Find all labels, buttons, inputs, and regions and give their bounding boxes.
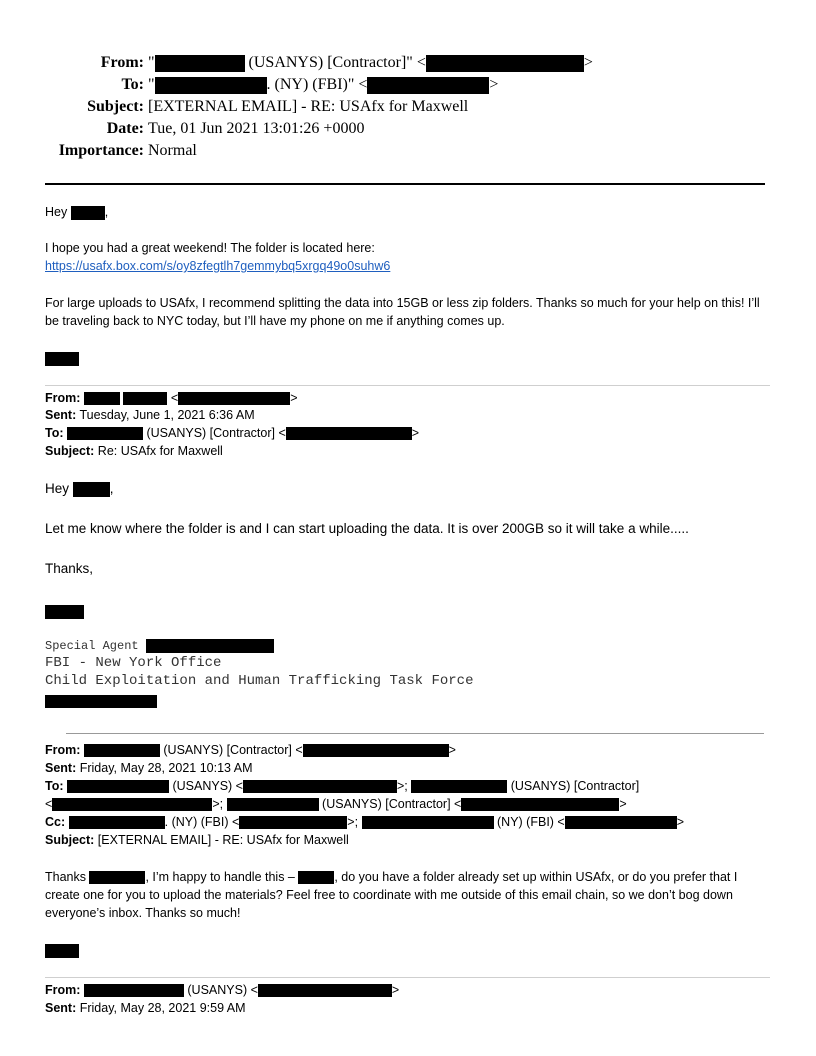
redaction xyxy=(565,816,677,829)
msg2-body: Let me know where the folder is and I can start uploading the data. It is over 200GB so it will take a while..... xyxy=(45,521,689,536)
from-label: From: xyxy=(100,54,144,71)
subject-value: [EXTERNAL EMAIL] - RE: USAfx for Maxwell xyxy=(97,833,349,847)
redaction xyxy=(69,816,165,829)
redaction xyxy=(45,352,79,366)
body-paragraph: For large uploads to USAfx, I recommend splitting the data into 15GB or less zip folders. Thanks so much for your help on this! I’ll be traveling back to NYC today, but I’ll have my phone on me if anything comes up. xyxy=(45,296,760,328)
redaction xyxy=(73,482,110,497)
cc-value: (NY) (FBI) < xyxy=(493,815,565,829)
cc-label: Cc: xyxy=(45,815,66,829)
greeting-text: Hey xyxy=(45,205,71,219)
redaction xyxy=(45,944,79,958)
from-value xyxy=(148,54,593,72)
msg4-from xyxy=(45,983,399,997)
redaction xyxy=(123,392,167,405)
msg3-to-cont xyxy=(45,797,627,811)
sent-label: Sent: xyxy=(45,1001,77,1015)
msg3-sent xyxy=(45,761,253,775)
to-value: (USANYS) [Contractor] xyxy=(507,779,640,793)
importance-label: Importance: xyxy=(58,142,144,159)
to-gt: > xyxy=(619,797,627,811)
msg2-sent xyxy=(45,408,255,422)
from-org: (USANYS) [Contractor]" < xyxy=(244,54,426,71)
msg3-subject xyxy=(45,833,349,847)
from-gt: > xyxy=(583,54,593,71)
redaction xyxy=(303,744,449,757)
redaction xyxy=(178,392,290,405)
date-label: Date: xyxy=(106,120,144,137)
sent-value: Tuesday, June 1, 2021 6:36 AM xyxy=(79,408,255,422)
redaction xyxy=(155,55,245,72)
from-quote: " xyxy=(148,54,155,71)
msg3-to xyxy=(45,779,639,793)
to-sep: >; xyxy=(396,779,412,793)
to-value: (USANYS) [Contractor] < xyxy=(143,426,286,440)
body-text: , I’m happy to handle this – xyxy=(145,870,299,884)
from-value: (USANYS) < xyxy=(183,983,258,997)
cc-sep: >; xyxy=(347,815,362,829)
msg2-from xyxy=(45,391,298,405)
from-label: From: xyxy=(45,743,81,757)
redaction xyxy=(52,798,212,811)
to-label: To: xyxy=(121,76,144,93)
from-label: From: xyxy=(45,391,81,405)
cc-value: . (NY) (FBI) < xyxy=(164,815,240,829)
redaction xyxy=(286,427,412,440)
subject-value: [EXTERNAL EMAIL] - RE: USAfx for Maxwell xyxy=(148,98,469,115)
to-value: (USANYS) [Contractor] < xyxy=(318,797,462,811)
date-value: Tue, 01 Jun 2021 13:01:26 +0000 xyxy=(148,120,365,137)
redaction xyxy=(258,984,392,997)
greeting-comma: , xyxy=(104,205,109,219)
sent-label: Sent: xyxy=(45,408,77,422)
greeting-comma: , xyxy=(109,481,114,496)
header-divider xyxy=(45,183,765,185)
redaction xyxy=(243,780,397,793)
subject-label: Subject: xyxy=(87,98,144,115)
redaction xyxy=(67,427,143,440)
body-line: I hope you had a great weekend! The folder is located here: xyxy=(45,241,375,255)
subject-value: Re: USAfx for Maxwell xyxy=(97,444,223,458)
subject-label: Subject: xyxy=(45,833,95,847)
redaction xyxy=(45,695,157,708)
cc-gt: > xyxy=(676,815,685,829)
to-lt: < xyxy=(45,797,53,811)
sent-label: Sent: xyxy=(45,761,77,775)
folder-link[interactable]: https://usafx.box.com/s/oy8zfegtlh7gemmybq5xrgq49o0suhw6 xyxy=(45,259,391,273)
body-text: , do you have a folder already set up within USAfx, or do you prefer that I create one for you to upload the materials? Feel free to coordinate with me outside of this email chain, so we don’t bog down everyone’s inbox. Thanks so much! xyxy=(45,870,738,920)
msg2-to xyxy=(45,426,419,440)
to-value: (USANYS) < xyxy=(169,779,243,793)
redaction xyxy=(89,871,145,884)
msg2-thanks: Thanks, xyxy=(45,561,94,576)
redaction xyxy=(45,605,84,619)
signature-title xyxy=(45,639,274,653)
message-separator xyxy=(45,385,770,386)
body-text: Thanks xyxy=(45,870,90,884)
signature-redaction xyxy=(45,603,84,621)
msg3-cc xyxy=(45,815,684,829)
redaction xyxy=(67,780,169,793)
from-gt: > xyxy=(290,391,298,405)
redaction xyxy=(411,780,507,793)
to-gt: > xyxy=(489,76,499,93)
redaction xyxy=(367,77,489,94)
to-label: To: xyxy=(45,426,64,440)
sent-value: Friday, May 28, 2021 9:59 AM xyxy=(79,1001,246,1015)
to-sep: >; xyxy=(212,797,227,811)
to-value xyxy=(148,76,498,94)
redaction xyxy=(461,798,619,811)
from-label: From: xyxy=(45,983,81,997)
from-value: (USANYS) [Contractor] < xyxy=(159,743,303,757)
sent-value: Friday, May 28, 2021 10:13 AM xyxy=(79,761,253,775)
importance-value: Normal xyxy=(148,142,197,159)
redaction xyxy=(71,206,105,220)
redaction xyxy=(84,984,184,997)
to-org: . (NY) (FBI)" < xyxy=(266,76,368,93)
message-separator xyxy=(66,733,764,734)
from-lt: < xyxy=(170,391,179,405)
to-quote: " xyxy=(148,76,155,93)
msg2-subject xyxy=(45,444,223,458)
msg2-greeting xyxy=(45,481,114,497)
signature-redaction xyxy=(45,942,79,960)
msg3-body xyxy=(45,868,775,922)
from-gt: > xyxy=(448,743,456,757)
signature-unit: Child Exploitation and Human Trafficking Task Force xyxy=(45,673,474,689)
redaction xyxy=(155,77,267,94)
msg3-from xyxy=(45,743,456,757)
greeting-text: Hey xyxy=(45,481,73,496)
from-gt: > xyxy=(391,983,400,997)
redaction xyxy=(362,816,494,829)
signature-rank: Special Agent xyxy=(45,639,146,654)
redaction xyxy=(84,744,160,757)
message-separator xyxy=(45,977,770,978)
msg4-sent xyxy=(45,1001,246,1015)
redaction xyxy=(298,871,334,884)
redaction xyxy=(426,55,584,72)
subject-label: Subject: xyxy=(45,444,95,458)
greeting xyxy=(45,205,108,220)
to-gt: > xyxy=(411,426,420,440)
redaction xyxy=(227,798,319,811)
redaction xyxy=(146,639,274,653)
to-label: To: xyxy=(45,779,64,793)
redaction xyxy=(239,816,347,829)
signature-redaction xyxy=(45,692,157,710)
redaction xyxy=(84,392,120,405)
signature-redaction xyxy=(45,350,79,368)
signature-office: FBI - New York Office xyxy=(45,655,222,671)
